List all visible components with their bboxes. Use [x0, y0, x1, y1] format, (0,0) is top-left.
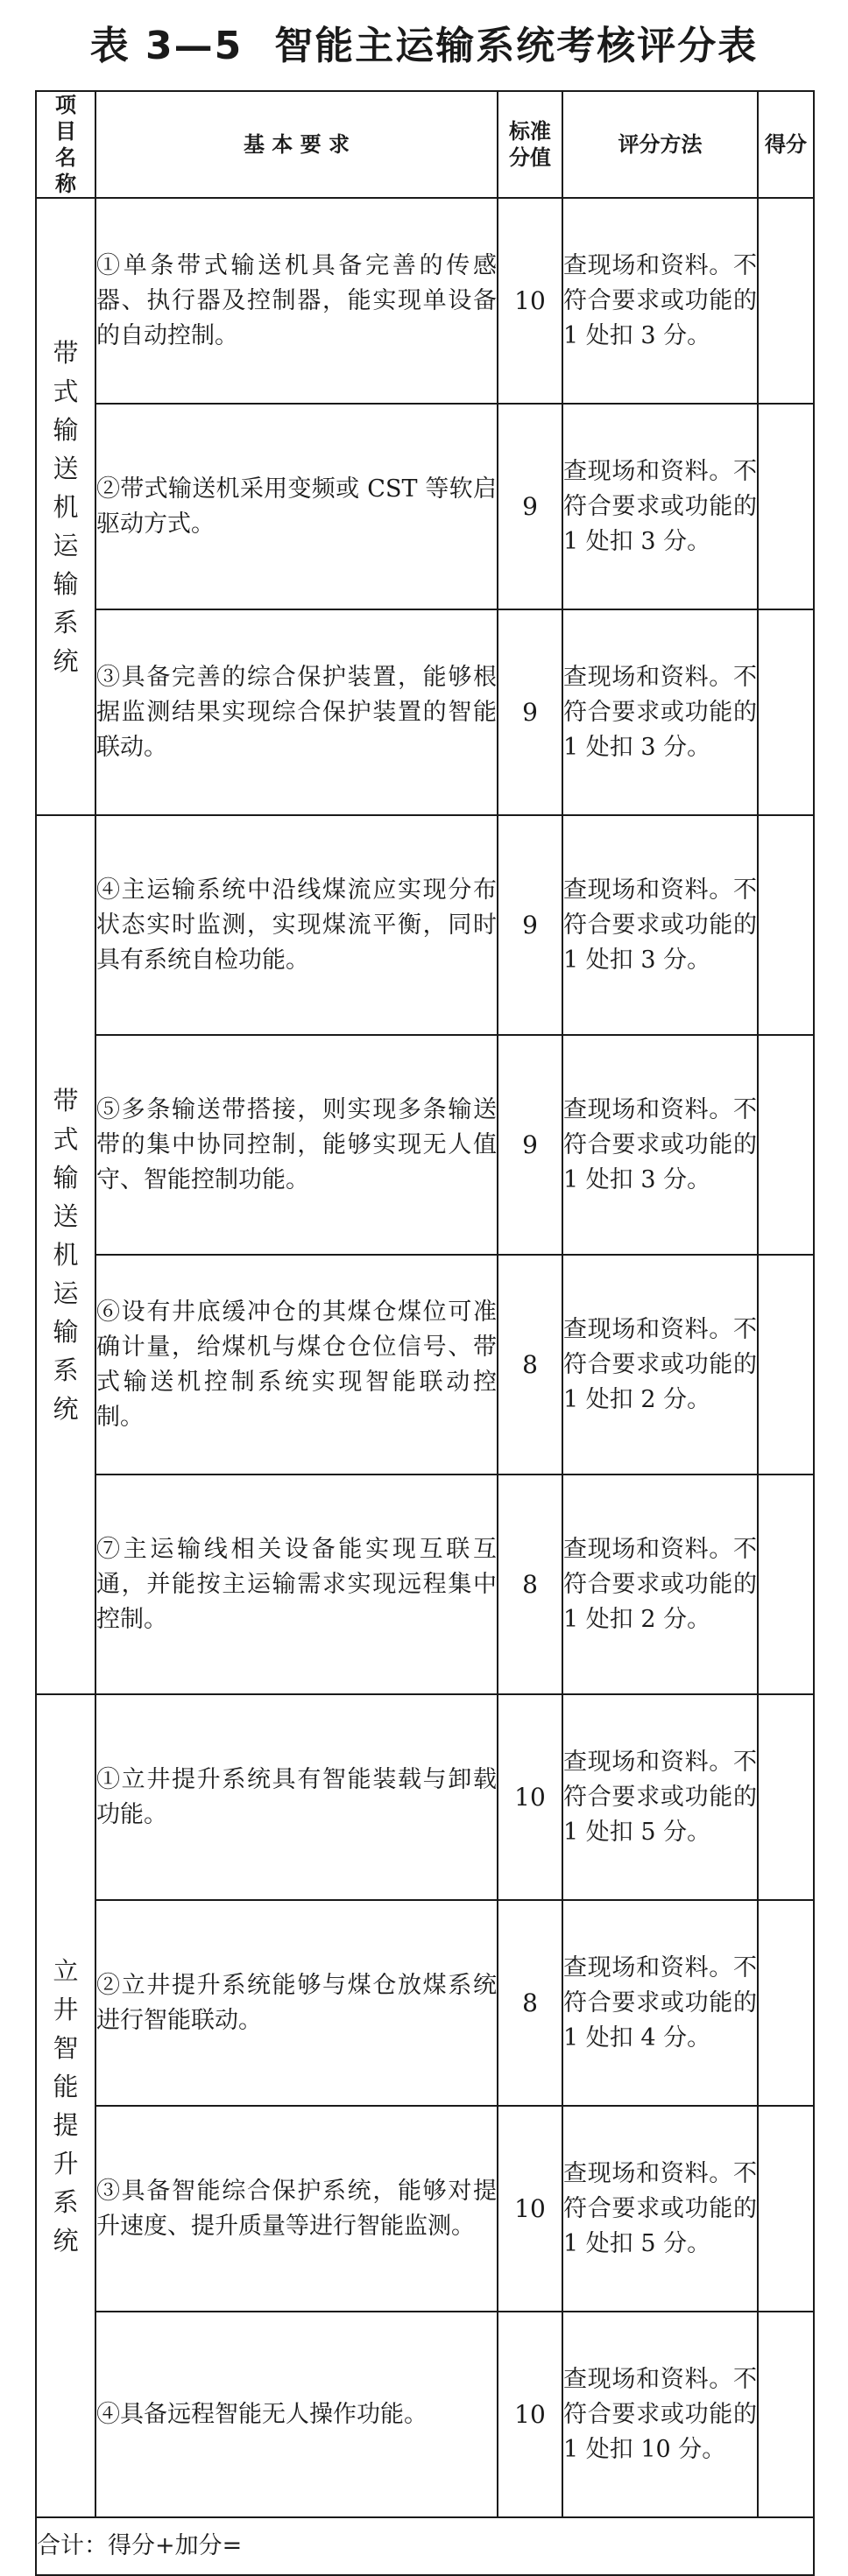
points-cell	[758, 1475, 814, 1694]
scoring-method: 查现场和资料。不符合要求或功能的 1 处扣 4 分。	[562, 1900, 758, 2106]
points-cell	[758, 1900, 814, 2106]
points-cell	[758, 198, 814, 404]
table-row	[36, 1900, 814, 2106]
points-cell	[758, 1694, 814, 1900]
table-title-text: 智能主运输系统考核评分表	[274, 24, 759, 68]
requirement-cell: ④具备远程智能无人操作功能。	[95, 2312, 498, 2517]
scoring-table	[35, 90, 815, 2576]
scoring-method: 查现场和资料。不符合要求或功能的 1 处扣 2 分。	[562, 1475, 758, 1694]
total-label: 合计：得分+加分=	[36, 2517, 814, 2575]
points-cell	[758, 2106, 814, 2312]
standard-score: 9	[498, 404, 562, 609]
header-method: 评分方法	[562, 91, 758, 198]
table-row	[36, 1255, 814, 1475]
header-requirement: 基 本 要 求	[95, 91, 498, 198]
requirement-cell: ⑦主运输线相关设备能实现互联互通，并能按主运输需求实现远程集中控制。	[95, 1475, 498, 1694]
total-row	[36, 2517, 814, 2575]
header-item: 项目名称	[36, 91, 95, 198]
table-row	[36, 1694, 814, 1900]
table-row	[36, 1035, 814, 1255]
points-cell	[758, 815, 814, 1035]
scoring-method: 查现场和资料。不符合要求或功能的 1 处扣 3 分。	[562, 815, 758, 1035]
header-score: 标准分值	[498, 91, 562, 198]
table-number: 表 3—5	[89, 24, 244, 68]
requirement-cell: ④主运输系统中沿线煤流应实现分布状态实时监测，实现煤流平衡，同时具有系统自检功能。	[95, 815, 498, 1035]
category-cell: 立井智能提升系统	[36, 1694, 95, 2517]
requirement-cell: ①立井提升系统具有智能装载与卸载功能。	[95, 1694, 498, 1900]
requirement-cell: ②立井提升系统能够与煤仓放煤系统进行智能联动。	[95, 1900, 498, 2106]
standard-score: 9	[498, 609, 562, 815]
requirement-cell: ③具备完善的综合保护装置，能够根据监测结果实现综合保护装置的智能联动。	[95, 609, 498, 815]
scoring-method: 查现场和资料。不符合要求或功能的 1 处扣 5 分。	[562, 2106, 758, 2312]
requirement-cell: ⑥设有井底缓冲仓的其煤仓煤位可准确计量，给煤机与煤仓仓位信号、带式输送机控制系统实现智能联动控制。	[95, 1255, 498, 1475]
standard-score: 10	[498, 2106, 562, 2312]
scoring-method: 查现场和资料。不符合要求或功能的 1 处扣 5 分。	[562, 1694, 758, 1900]
table-row	[36, 404, 814, 609]
points-cell	[758, 609, 814, 815]
points-cell	[758, 2312, 814, 2517]
requirement-cell: ②带式输送机采用变频或 CST 等软启驱动方式。	[95, 404, 498, 609]
table-title	[0, 16, 848, 77]
table-row	[36, 2106, 814, 2312]
scoring-method: 查现场和资料。不符合要求或功能的 1 处扣 3 分。	[562, 1035, 758, 1255]
requirement-cell: ①单条带式输送机具备完善的传感器、执行器及控制器，能实现单设备的自动控制。	[95, 198, 498, 404]
table-row	[36, 1475, 814, 1694]
standard-score: 10	[498, 198, 562, 404]
scoring-method: 查现场和资料。不符合要求或功能的 1 处扣 10 分。	[562, 2312, 758, 2517]
standard-score: 8	[498, 1255, 562, 1475]
requirement-cell: ③具备智能综合保护系统，能够对提升速度、提升质量等进行智能监测。	[95, 2106, 498, 2312]
category-cell: 带式输送机运输系统	[36, 815, 95, 1694]
requirement-cell: ⑤多条输送带搭接，则实现多条输送带的集中协同控制，能够实现无人值守、智能控制功能。	[95, 1035, 498, 1255]
header-row	[36, 91, 814, 198]
standard-score: 8	[498, 1900, 562, 2106]
standard-score: 9	[498, 815, 562, 1035]
scoring-method: 查现场和资料。不符合要求或功能的 1 处扣 3 分。	[562, 404, 758, 609]
standard-score: 10	[498, 2312, 562, 2517]
table-row	[36, 609, 814, 815]
standard-score: 9	[498, 1035, 562, 1255]
table-row	[36, 815, 814, 1035]
points-cell	[758, 1255, 814, 1475]
header-points: 得分	[758, 91, 814, 198]
points-cell	[758, 404, 814, 609]
scoring-method: 查现场和资料。不符合要求或功能的 1 处扣 2 分。	[562, 1255, 758, 1475]
scoring-method: 查现场和资料。不符合要求或功能的 1 处扣 3 分。	[562, 609, 758, 815]
scoring-method: 查现场和资料。不符合要求或功能的 1 处扣 3 分。	[562, 198, 758, 404]
table-row	[36, 2312, 814, 2517]
points-cell	[758, 1035, 814, 1255]
table-row	[36, 198, 814, 404]
category-cell: 带式输送机运输系统	[36, 198, 95, 815]
standard-score: 10	[498, 1694, 562, 1900]
standard-score: 8	[498, 1475, 562, 1694]
